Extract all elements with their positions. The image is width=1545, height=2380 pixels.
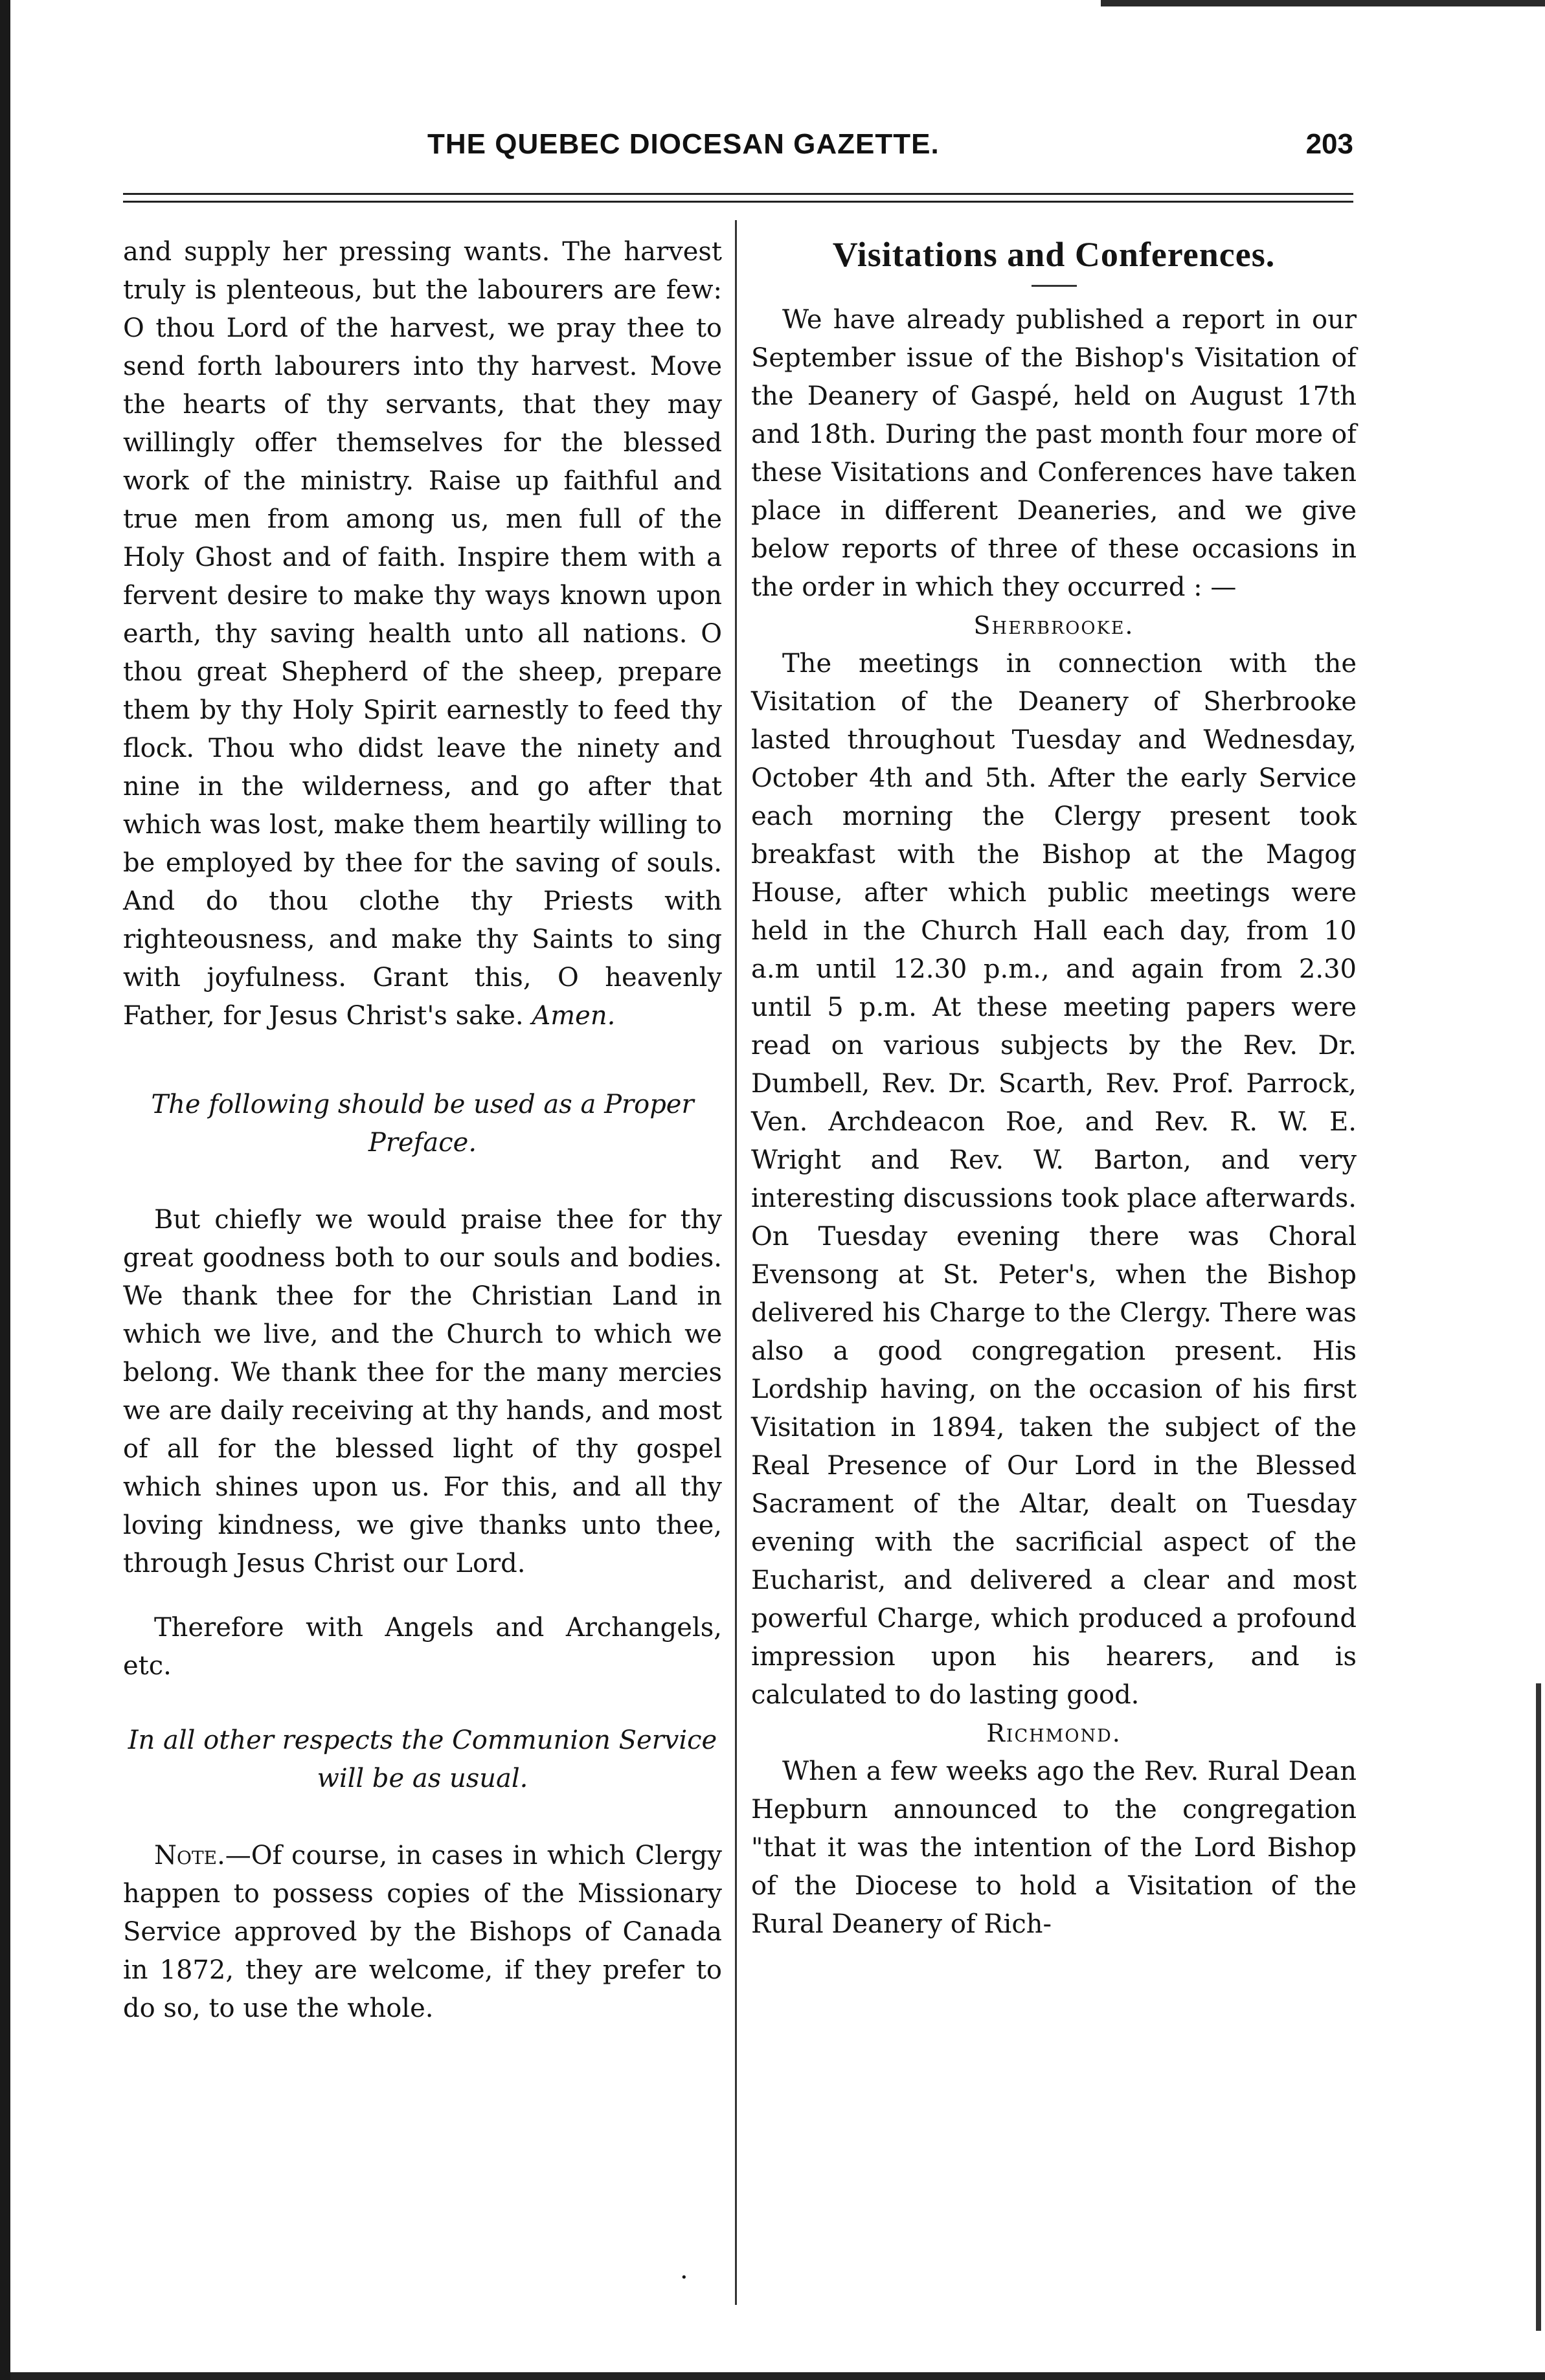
left-column: [123, 233, 722, 2028]
header-rule-upper: [123, 193, 1353, 195]
intro-paragraph: We have already published a report in our September issue of the Bishop's Visitation of the Deanery of Gaspé, held on August 17th and 18th. During the past month four more of these Visitations and Conferences have taken place in different Deaneries, and we give below reports of three of these occasions in the order in which they occurred : —: [751, 305, 1357, 602]
scan-edge-right: [1536, 1683, 1541, 2331]
scan-edge-top: [1101, 0, 1545, 6]
amen-text: Amen.: [532, 1001, 616, 1031]
scan-edge-left: [0, 0, 10, 2380]
page-number: 203: [1305, 128, 1353, 160]
heading-dash: [1032, 285, 1077, 287]
column-divider: [735, 220, 737, 2305]
communion-note: In all other respects the Communion Service will be as usual.: [128, 1725, 717, 1793]
right-column: [751, 233, 1357, 1944]
preface-paragraph: But chiefly we would praise thee for thy great goodness both to our souls and bodies. We thank thee for the Christian Land in which we live, and the Church to which we belong. We thank thee for the many mercies we are daily receiving at thy hands, and most of all for the blessed light of thy gospel which shines upon us. For this, and all thy loving kindness, we give thanks unto thee, through Jesus Christ our Lord.: [123, 1205, 722, 1578]
richmond-heading: Richmond.: [986, 1719, 1122, 1747]
prayer-text: and supply her pressing wants. The harvest truly is plenteous, but the labourers are few: O thou Lord of the harvest, we pray thee to send forth labourers into thy harvest. Move the hearts of thy servants, that they may willingly offer themselves for the blessed work of the ministry. Raise up faithful and true men from among us, men full of the Holy Ghost and of faith. Inspire them with a fervent desire to make thy ways known upon earth, thy saving health unto all nations. O thou great Shepherd of the sheep, prepare them by thy Holy Spirit earnestly to feed thy flock. Thou who didst leave the ninety and nine in the wilderness, and go after that which was lost, make them heartily willing to be employed by thee for the saving of souls. And do thou clothe thy Priests with righteousness, and make thy Saints to sing with joyfulness. Grant this, O heavenly Father, for Jesus Christ's sake.: [123, 237, 722, 1031]
scan-edge-bottom: [10, 2372, 1545, 2380]
sherbrooke-paragraph: The meetings in connection with the Visitation of the Deanery of Sherbrooke lasted throughout Tuesday and Wednesday, October 4th and 5th. After the early Service each morning the Clergy present took breakfast with the Bishop at the Magog House, after which public meetings were held in the Church Hall each day, from 10 a.m until 12.30 p.m., and again from 2.30 until 5 p.m. At these meeting papers were read on various subjects by the Rev. Dr. Dumbell, Rev. Dr. Scarth, Rev. Prof. Parrock, Ven. Archdeacon Roe, and Rev. R. W. E. Wright and Rev. W. Barton, and very interesting discussions took place afterwards. On Tuesday evening there was Choral Evensong at St. Peter's, when the Bishop delivered his Charge to the Clergy. There was also a good congregation present. His Lordship having, on the occasion of his first Visitation in 1894, taken the subject of the Real Presence of Our Lord in the Blessed Sacrament of the Altar, dealt on Tuesday evening with the sacrificial aspect of the Eucharist, and delivered a clear and most powerful Charge, which produced a profound impression upon his hearers, and is calculated to do lasting good.: [751, 649, 1357, 1710]
note-label: Note.: [154, 1841, 225, 1870]
publication-title: THE QUEBEC DIOCESAN GAZETTE.: [427, 128, 940, 160]
preface-note: The following should be used as a Proper Preface.: [151, 1090, 694, 1158]
header-rule-lower: [123, 201, 1353, 203]
section-heading: Visitations and Conferences.: [832, 235, 1276, 274]
stray-mark: ·: [680, 2263, 688, 2293]
note-paragraph: [123, 1837, 722, 2028]
richmond-paragraph: When a few weeks ago the Rev. Rural Dean Hepburn announced to the congregation "that it was the intention of the Lord Bishop of the Diocese to hold a Visitation of the Rural Deanery of Rich-: [751, 1757, 1357, 1939]
running-header: [123, 128, 1353, 180]
prayer-paragraph: [123, 233, 722, 1035]
archangels-paragraph: Therefore with Angels and Archangels, etc.: [123, 1613, 722, 1681]
sherbrooke-heading: Sherbrooke.: [973, 611, 1134, 640]
note-text: —Of course, in cases in which Clergy happen to possess copies of the Missionary Service approved by the Bishops of Canada in 1872, they are welcome, if they prefer to do so, to use the whole.: [123, 1841, 722, 2023]
